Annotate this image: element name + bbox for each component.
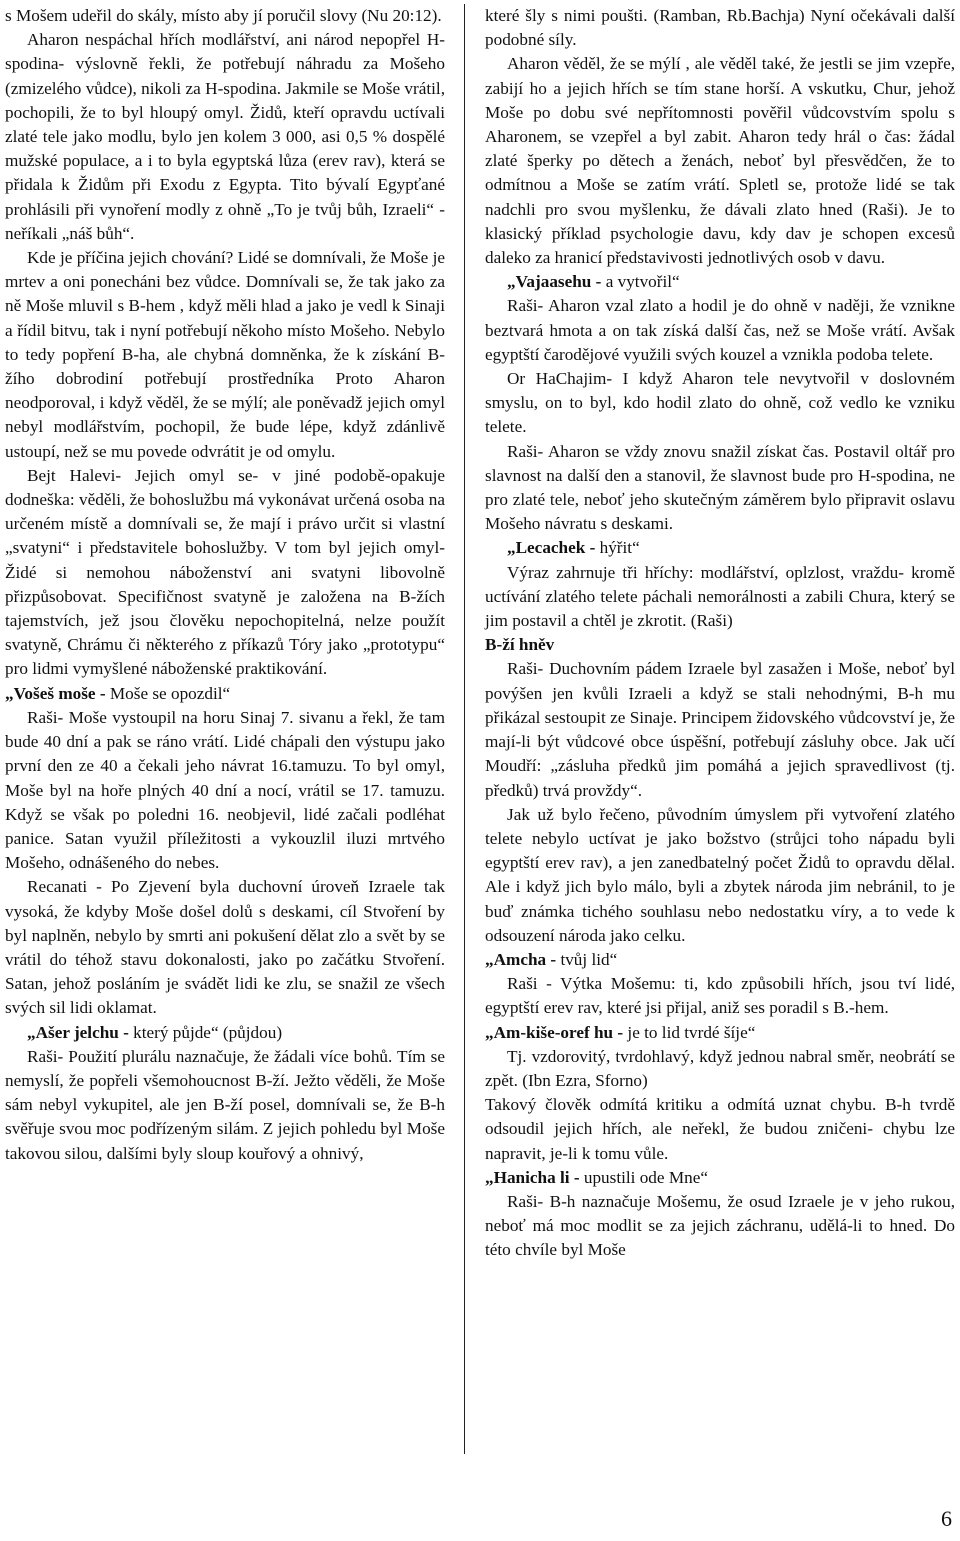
heading-term: „Amcha - [485, 949, 557, 969]
paragraph [485, 1093, 955, 1166]
left-column [5, 4, 445, 1166]
paragraph-text: který půjde“ (půjdou) [128, 1022, 283, 1042]
paragraph [5, 464, 445, 682]
paragraph [485, 561, 955, 634]
paragraph [485, 972, 955, 1020]
paragraph [485, 948, 955, 972]
paragraph-text: Raši - Výtka Mošemu: ti, kdo způsobili hřích, jsou tví lidé, egyptští erev rav, které jsi přijal, aniž ses poradil s B.-hem. [485, 974, 955, 1018]
heading-term: „Vošeš moše - [5, 683, 106, 703]
paragraph-text: které šly s nimi poušti. (Ramban, Rb.Bachja) Nyní očekávali další podobné síly. [485, 6, 955, 50]
paragraph [5, 246, 445, 464]
paragraph [5, 875, 445, 1020]
paragraph [485, 4, 955, 52]
paragraph [485, 633, 955, 657]
heading-term: „Vajaasehu - [507, 272, 602, 292]
paragraph-text: Moše se opozdil“ [105, 683, 231, 703]
paragraph [485, 294, 955, 367]
paragraph-text: Recanati - Po Zjevení byla duchovní úroveň Izraele tak vysoká, že kdyby Moše došel dolů s deskami, cíl Stvoření by byl naplněn, nebylo by smrti ani pokušení dělat zlo a svět by se vrátil do téhož stavu dokonalosti, jako po začátku Stvoření. Satan, jehož posláním je svádět lidi ke zlu, se snažil ze všech svých sil lidi oklamat. [5, 877, 445, 1018]
paragraph-text: hýřit“ [595, 538, 640, 558]
heading-term: B-ží hněv [485, 635, 555, 655]
paragraph-text: Výraz zahrnuje tři hříchy: modlářství, oplzlost, vraždu- kromě uctívání zlatého telete páchali nemorálnosti a zabili Chura, který se jim postavil a chtěl je zkrotit. (Raši) [485, 562, 955, 631]
paragraph-text: Raši- Aharon se vždy znovu snažil získat čas. Postavil oltář pro slavnost na další den a stanovil, že slavnost bude pro H-spodina, ne pro zlaté tele, neboť jeho skutečným záměrem bylo připravit oslavu Mošeho návratu s deskami. [485, 441, 955, 534]
paragraph [485, 270, 955, 294]
paragraph [485, 440, 955, 537]
column-divider [464, 4, 465, 1454]
paragraph-text: je to lid tvrdé šíje“ [623, 1022, 756, 1042]
paragraph-text: Raši- Aharon vzal zlato a hodil je do ohně v naději, že vznikne beztvará hmota a on tak získá další čas, než se Moše vrátí. Avšak egyptští čarodějové využili svých kouzel a vznikla podoba telete. [485, 296, 955, 364]
paragraph-text: Bejt Halevi- Jejich omyl se- v jiné podobě-opakuje dodneška: věděli, že bohoslužbu má vykonávat určená osoba na určeném místě a domnívali se, že mají i právo určit si vlastní „svatyni“ i představitele bohoslužby. V tom byl jejich omyl- Židé si nemohou náboženství ani svatyni libovolně přizpůsobovat. Specifičnost svatyně je založena na B-žích tajemstvích, jež jsou člověku nepochopitelná, nelze použít svatyně, Chrámu či některého z příkazů Tóry jako „prototypu“ pro lidmi vymyšlené náboženské praktikování. [5, 465, 445, 679]
paragraph-text: Raši- Použití plurálu naznačuje, že žádali více bohů. Tím se nemyslí, že popřeli všemohoucnost B-ží. Ježto věděli, že Moše sám nebyl vykupitel, ale jen B-ží posel, domnívali se, že B-h svěřuje svou moc podřízeným silám. Z jejich pohledu byl Moše takovou silou, dalšími byly sloup kouřový a ohnivý, [5, 1046, 445, 1163]
paragraph [485, 1166, 955, 1190]
paragraph-text: Aharon nespáchal hřích modlářství, ani národ nepopřel H-spodina- výslovně řekli, že potřebují náhradu za Mošeho (zmizelého vůdce), nikoli za H-spodina. Jakmile se Moše vrátil, pochopili, že to byl hloupý omyl. Židů, kteří opravdu uctívali zlaté tele jako modlu, bylo jen kolem 3 000, asi 0,5 % dospělé mužské populace, a i to byla egyptská lůza (erev rav), která se přidala k Židům při Exodu z Egypta. Tito bývalí Egypťané prohlásili při vynoření modly z ohně „To je tvůj bůh, Izraeli“ - neříkali „náš bůh“. [5, 30, 445, 243]
right-column [485, 4, 955, 1263]
paragraph-text: Or HaChajim- I když Aharon tele nevytvořil v doslovném smyslu, on to byl, kdo hodil zlato do ohně, což vedlo ke vzniku telete. [485, 369, 955, 437]
paragraph [485, 803, 955, 948]
page-number: 6 [941, 1506, 952, 1531]
paragraph-text: Tj. vzdorovitý, tvrdohlavý, když jednou nabral směr, neobrátí se zpět. (Ibn Ezra, Sforno) [485, 1046, 955, 1090]
heading-term: „Am-kiše-oref hu - [485, 1022, 624, 1042]
paragraph-text: Raši- Moše vystoupil na horu Sinaj 7. sivanu a řekl, že tam bude 40 dní a pak se ráno vrátí. Lidé chápali den výstupu jako první den ze 40 a čekali jeho návrat 16.tamuzu. To byl omyl, Moše byl na hoře plných 40 dní a nocí, vrátil se 17. tamuzu. Když se však po poledni 16. neobjevil, lidé začali podléhat panice. Satan využil příležitosti a vykouzlil iluzi mrtvého Mošeho, odnášeného do nebes. [5, 707, 445, 873]
paragraph-text: a vytvořil“ [601, 272, 680, 292]
heading-term: „Lecachek - [507, 538, 596, 558]
paragraph [5, 4, 445, 28]
heading-term: „Hanicha li - [485, 1167, 580, 1187]
paragraph [485, 536, 955, 560]
paragraph [5, 682, 445, 706]
paragraph-text: upustili ode Mne“ [579, 1167, 708, 1187]
paragraph-text: Aharon věděl, že se mýlí , ale věděl také, že jestli se jim vzepře, zabijí ho a jejich hřích se tím stane horší. A vskutku, Chur, jehož Moše po dobu své nepřítomnosti pověřil vůdcovstvím spolu s Aharonem, se vzepřel a byl zabit. Aharon tedy hrál o čas: žádal zlaté šperky po dětech a ženách, neboť byl přesvědčen, že to odmítnou a Moše se zatím vrátí. Spletl se, protože lidé se tak nadchli pro svou myšlenku, že dávali zlato hned (Raši). Je to klasický příklad psychologie davu, kdy dav je schopen excesů daleko za hranicí představivosti jednotlivých osob v davu. [485, 54, 955, 268]
paragraph [485, 657, 955, 802]
paragraph [485, 1021, 955, 1045]
paragraph-text: Raši- Duchovním pádem Izraele byl zasažen i Moše, neboť byl povýšen jen kvůli Izraeli a když se stali nehodnými, B-h mu přikázal sestoupit ze Sinaje. Principem židovského vůdcovství je, že mají-li být vůdcové obce úspěšní, potřebují zásluhy obce. Jak učí Moudří: „zásluha předků jim pomáhá a jejich spravedlivost (tj. předků) trvá provždy“. [485, 659, 955, 800]
paragraph-text: Raši- B-h naznačuje Mošemu, že osud Izraele je v jeho rukou, neboť má moc modlit se za jejich záchranu, udělá-li to hned. Do této chvíle byl Moše [485, 1191, 955, 1260]
paragraph [5, 28, 445, 246]
paragraph-text: Jak už bylo řečeno, původním úmyslem při vytvoření zlatého telete nebylo uctívat je jako božstvo (strůjci toho nápadu byli egyptští erev rav), a jen zanedbatelný počet Židů to opravdu dělal. Ale i když jich bylo málo, byli a zbytek národa jim nebránil, to je buď známka tichého souhlasu nebo nedostatku víry, a to vede k odsouzení národa jako celku. [485, 804, 955, 945]
paragraph [485, 52, 955, 270]
paragraph [485, 1190, 955, 1263]
paragraph [5, 1021, 445, 1045]
paragraph-text: Kde je příčina jejich chování? Lidé se domnívali, že Moše je mrtev a oni ponecháni bez vůdce. Domnívali se, že tak jako za ně Moše mluvil s B-hem , když měli hlad a jako je vedl k Sinaji a řídil bitvu, tak i nyní potřebují někoho místo Mošeho. Nebylo to tedy popření B-ha, ale chybná domněnka, že k získání B-žího dobrodiní potřebují prostředníka Proto Aharon neodporoval, i když věděl, že se mýlí; ale poněvadž jejich omyl nebyl modlářstvím, pochopil, že bude lépe, když zdánlivě ustoupí, než se mu povede odvrátit je od omylu. [5, 248, 445, 461]
paragraph-text: tvůj lid“ [556, 949, 618, 969]
paragraph [5, 1045, 445, 1166]
paragraph [485, 367, 955, 440]
paragraph [485, 1045, 955, 1093]
heading-term: „Ašer jelchu - [27, 1022, 129, 1042]
paragraph-text: s Mošem udeřil do skály, místo aby jí poručil slovy (Nu 20:12). [5, 6, 442, 25]
paragraph-text: Takový člověk odmítá kritiku a odmítá uznat chybu. B-h tvrdě odsoudil jejich hřích, ale neřekl, že budou zničeni- chybu lze napravit, je-li k tomu vůle. [485, 1095, 955, 1163]
paragraph [5, 706, 445, 875]
